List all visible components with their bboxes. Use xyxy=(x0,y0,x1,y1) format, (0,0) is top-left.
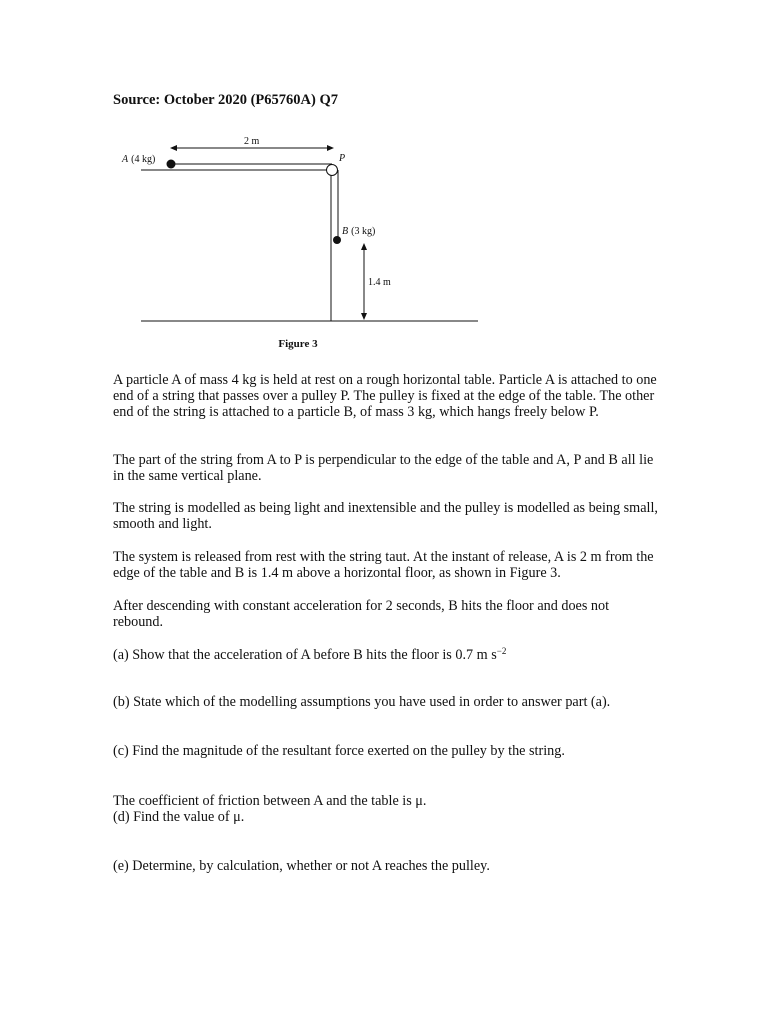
label-p: P xyxy=(339,153,346,164)
dim-label-2m: 2 m xyxy=(244,136,260,147)
question-a xyxy=(113,647,658,663)
pulley-icon xyxy=(327,165,338,176)
question-b: (b) State which of the modelling assumptions you have used in order to answer part (a). xyxy=(113,694,611,710)
label-b: B (3 kg) xyxy=(342,226,376,237)
question-a-text: (a) Show that the acceleration of A before B hits the floor is 0.7 m s xyxy=(113,647,497,663)
figure-caption: Figure 3 xyxy=(278,338,318,350)
paragraph-intro: A particle A of mass 4 kg is held at rest on a rough horizontal table. Particle A is attached to one end of a string that passes over a pulley P. The pulley is fixed at the edge of the table. The other end of the string is attached to a particle B, of mass 3 kg, which hangs freely below P. xyxy=(113,372,657,420)
mu-intro: The coefficient of friction between A and the table is μ. xyxy=(113,793,427,809)
source-heading: Source: October 2020 (P65760A) Q7 xyxy=(113,92,338,108)
particle-b xyxy=(333,236,341,244)
dim-label-height: 1.4 m xyxy=(368,277,391,288)
pulley-diagram xyxy=(0,125,768,335)
question-e: (e) Determine, by calculation, whether or not A reaches the pulley. xyxy=(113,858,490,874)
paragraph-string: The part of the string from A to P is perpendicular to the edge of the table and A, P and B all lie in the same vertical plane. xyxy=(113,452,654,484)
paragraph-release: The system is released from rest with the string taut. At the instant of release, A is 2 m from the edge of the table and B is 1.4 m above a horizontal floor, as shown in Figure 3. xyxy=(113,549,654,581)
paragraph-model: The string is modelled as being light and inextensible and the pulley is modelled as being small, smooth and light. xyxy=(113,500,658,532)
dimension-arrow-height xyxy=(361,243,367,320)
question-a-exponent: −2 xyxy=(496,646,507,656)
label-a: A (4 kg) xyxy=(122,154,156,165)
particle-a xyxy=(167,160,176,169)
question-d: (d) Find the value of μ. xyxy=(113,809,245,825)
paragraph-descent: After descending with constant acceleration for 2 seconds, B hits the floor and does not rebound. xyxy=(113,598,610,630)
question-c: (c) Find the magnitude of the resultant force exerted on the pulley by the string. xyxy=(113,743,565,759)
